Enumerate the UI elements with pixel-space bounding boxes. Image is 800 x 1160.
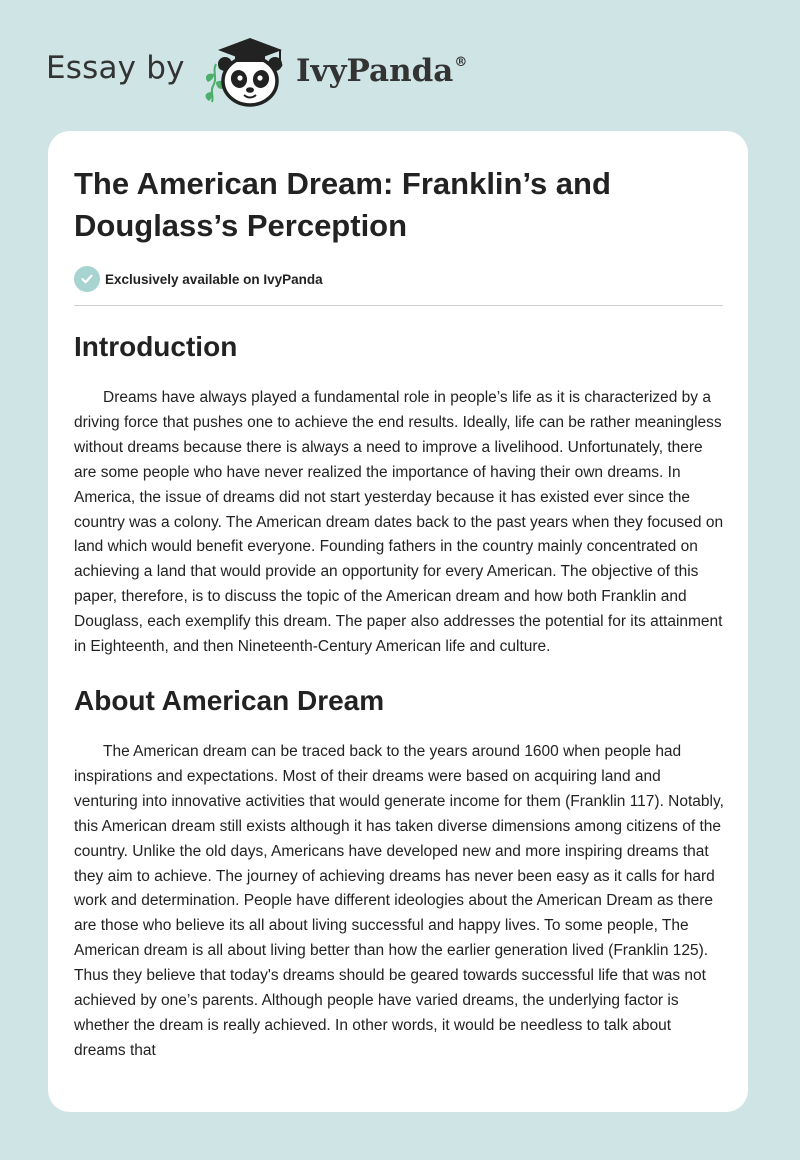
exclusive-label: Exclusively available on IvyPanda [105, 271, 323, 287]
ivypanda-logo-icon[interactable] [200, 34, 292, 110]
section-heading-about-american-dream: About American Dream [74, 684, 385, 716]
essay-by-label: Essay by [46, 50, 185, 86]
registered-mark: ® [454, 54, 468, 70]
section-paragraph-about-american-dream: The American dream can be traced back to the years around 1600 when people had inspirations and expectations. Most of their dreams were based on acquiring land and venturing into innovative activities that would generate income for them (Franklin 117). Notably, this American dream still exists although it has taken diverse dimensions among citizens of the country. Unlike the old days, Americans have developed new and more inspiring dreams that they aim to achieve. The journey of achieving dreams has never been easy as it calls for hard work and determination. People have different ideologies about the American Dream as there are those who believe its all about living successful and happy lives. To some people, The American dream is all about living better than how the earlier generation lived (Franklin 125). Thus they believe that today's dreams should be geared towards successful life that was not achieved by one’s parents. Although people have varied dreams, the underlying factor is whether the dream is really achieved. In other words, it would be needless to talk about dreams that [74, 742, 724, 1059]
check-icon [74, 266, 100, 292]
section-paragraph-introduction: Dreams have always played a fundamental role in people’s life as it is characterized by a driving force that pushes one to achieve the end results. Ideally, life can be rather meaningless without dreams because there is always a need to improve a livelihood. Unfortunately, there are some people who have never realized the importance of having their own dreams. In America, the issue of dreams did not start yesterday because it has existed ever since the country was a colony. The American dream dates back to the past years when they focused on land which would benefit everyone. Founding fathers in the country mainly concentrated on achieving a land that would provide an opportunity for every American. The objective of this paper, therefore, is to discuss the topic of the American dream and how both Franklin and Douglass, each exemplify this dream. The paper also addresses the potential for its attainment in Eighteenth, and then Nineteenth-Century American life and culture. [74, 389, 724, 656]
essay-card [48, 131, 748, 1112]
ivypanda-wordmark[interactable] [296, 53, 467, 89]
essay-content [74, 163, 724, 1064]
exclusive-badge [74, 266, 724, 292]
section-heading-introduction: Introduction [74, 331, 238, 362]
brand-name: IvyPanda [296, 53, 454, 89]
site-header [46, 34, 546, 110]
essay-title: The American Dream: Franklin’s and Douglass’s Perception [74, 166, 611, 243]
title-divider [74, 305, 723, 306]
